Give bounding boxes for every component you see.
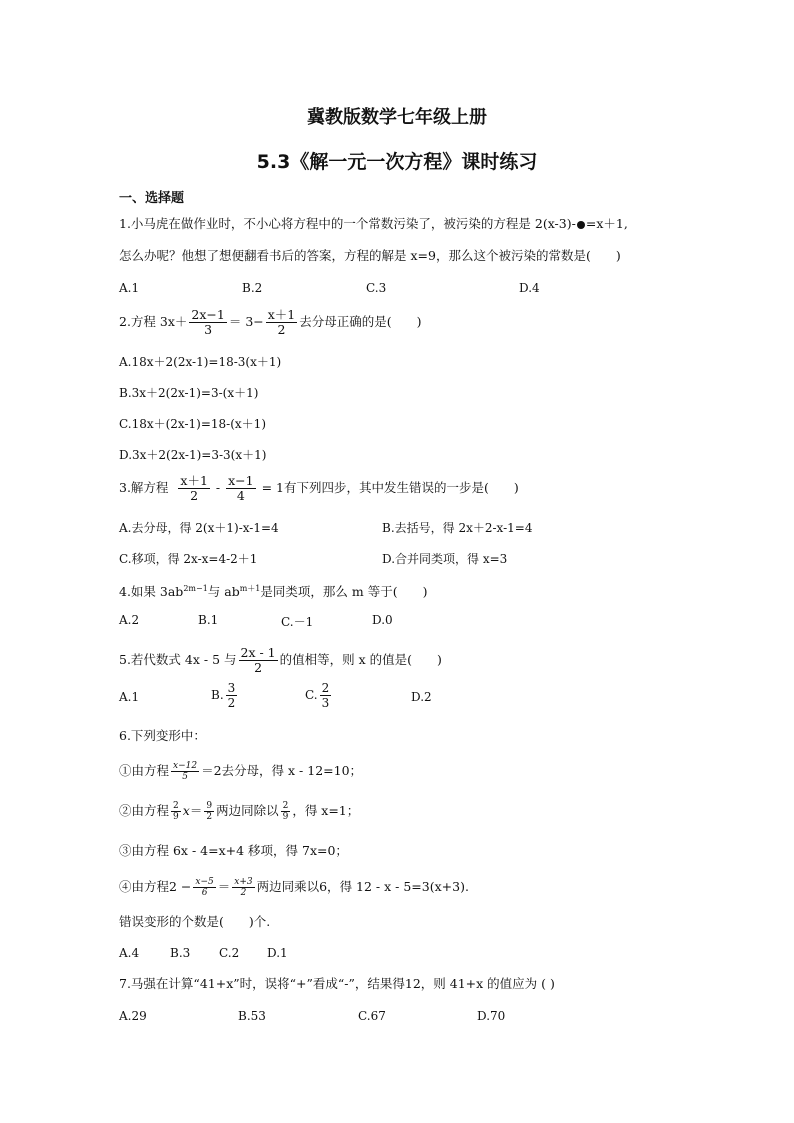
q5-stem [119, 646, 442, 675]
q2-frac2-num: x＋1 [267, 307, 296, 322]
q6-s2-b: 两边同除以 [216, 803, 279, 818]
q3-frac2-den: 4 [236, 488, 245, 503]
q1-text-a: 1.小马虎在做作业时，不小心将方程中的一个常数污染了，被污染的方程是 2(x-3)- [119, 216, 576, 231]
q3-frac2-num: x−1 [228, 473, 254, 488]
q1-option-c: C.3 [366, 281, 387, 295]
q2-fraction-1 [189, 308, 226, 337]
q6-s4-num2: x+3 [234, 877, 253, 887]
q6-s2-num2: 9 [206, 801, 213, 811]
q6-statement-1 [119, 761, 362, 782]
q3-option-d: D.合并同类项，得 x=3 [382, 552, 508, 566]
q7-option-a: A.29 [119, 1009, 147, 1023]
q5-frac-num: 2x - 1 [240, 645, 276, 660]
q6-option-c: C.2 [219, 946, 240, 960]
q2-fraction-2 [266, 308, 298, 337]
q3-fraction-1 [178, 474, 210, 503]
q1-line-2: 怎么办呢？他想了想便翻看书后的答案，方程的解是 x=9，那么这个被污染的常数是( ) [119, 248, 621, 263]
q2-option-a: A.18x＋2(2x-1)=18-3(x＋1) [119, 355, 282, 369]
q2-option-d: D.3x＋2(2x-1)=3-3(x＋1) [119, 448, 267, 462]
q5-option-c-den: 3 [321, 696, 330, 710]
q6-statement-4 [119, 877, 469, 898]
q2-option-b: B.3x＋2(2x-1)=3-(x＋1) [119, 386, 259, 400]
q5-option-b-fraction [226, 681, 238, 710]
q4-exponent-2: m＋1 [239, 584, 261, 593]
q6-s4-fraction-2 [232, 877, 254, 898]
q4-option-b: B.1 [198, 613, 219, 627]
q6-s4-b: 两边同乘以6，得 12 - x - 5=3(x+3). [256, 879, 469, 894]
q1-option-d: D.4 [519, 281, 540, 295]
q6-question: 错误变形的个数是( )个. [119, 914, 271, 929]
q3-option-a: A.去分母，得 2(x＋1)-x-1=4 [119, 521, 279, 535]
q1-line-1 [119, 216, 628, 232]
q6-s2-fraction-2 [204, 801, 214, 822]
q4-text-a: 4.如果 3ab [119, 584, 184, 600]
q6-s2-x: x [182, 803, 190, 818]
q6-s1-num: x−12 [173, 761, 198, 771]
q6-option-b: B.3 [170, 946, 191, 960]
q2-frac1-den: 3 [204, 322, 213, 337]
q5-option-b-den: 2 [227, 696, 236, 710]
q1-option-a: A.1 [119, 281, 140, 295]
q6-s2-num1: 2 [173, 801, 179, 811]
q7-stem: 7.马强在计算“41+x”时，误将“+”看成“-”，结果得12，则 41+x 的值应为 ( ) [119, 976, 555, 991]
q3-suffix: 有下列四步，其中发生错误的一步是( ) [283, 480, 519, 495]
q5-suffix: 的值相等，则 x 的值是( ) [279, 652, 442, 667]
q6-s2-den1: 9 [173, 812, 179, 822]
q3-option-b: B.去括号，得 2x＋2-x-1=4 [382, 521, 533, 535]
q4-option-d: D.0 [372, 613, 393, 627]
q2-frac1-num: 2x−1 [191, 307, 225, 322]
q3-eq: = 1 [261, 480, 284, 495]
q6-option-d: D.1 [267, 946, 288, 960]
q3-minus: - [215, 480, 221, 495]
q6-option-a: A.4 [119, 946, 140, 960]
q3-option-c: C.移项，得 2x-x=4-2＋1 [119, 552, 258, 566]
q4-text-c: 是同类项，那么 m 等于( ) [260, 584, 428, 600]
q5-option-b-num: 3 [227, 681, 236, 695]
q7-option-b: B.53 [238, 1009, 266, 1023]
q1-text-b: =x＋1, [585, 216, 628, 231]
page-title: 冀教版数学七年级上册 [307, 107, 487, 128]
q6-stem: 6.下列变形中： [119, 728, 206, 743]
q6-s2-fraction-1 [171, 801, 181, 822]
q6-s2-den2: 2 [206, 812, 213, 822]
q6-s2-eq: ＝ [189, 803, 203, 818]
q5-option-d: D.2 [411, 690, 432, 704]
q6-s1-b: ＝2去分母，得 x - 12=10； [201, 763, 363, 778]
q5-option-a: A.1 [119, 690, 140, 704]
q5-prefix: 5.若代数式 4x - 5 与 [119, 652, 237, 667]
q3-stem [119, 474, 519, 503]
ink-blot-icon [577, 221, 585, 229]
q6-s1-a: ①由方程 [119, 763, 170, 778]
q4-exponent-1: 2m−1 [183, 584, 208, 593]
q6-s1-fraction [171, 761, 199, 782]
q5-option-c-fraction [320, 681, 332, 710]
q4-stem [119, 581, 427, 600]
q5-option-c-num: 2 [321, 681, 330, 695]
q6-statement-3: ③由方程 6x - 4=x+4 移项，得 7x=0； [119, 843, 348, 858]
q5-option-c-label: C. [305, 688, 318, 702]
q5-option-b [211, 681, 239, 710]
q2-suffix: 去分母正确的是( ) [299, 314, 422, 329]
q6-s2-c: ，得 x=1； [292, 803, 360, 818]
q5-option-c [305, 681, 333, 710]
q2-middle: ＝ 3− [228, 314, 264, 329]
q4-text-b: 与 ab [207, 584, 240, 600]
q6-s2-num3: 2 [282, 801, 289, 811]
q6-s4-den2: 2 [240, 888, 247, 898]
q2-stem [119, 308, 422, 337]
q7-option-d: D.70 [477, 1009, 506, 1023]
q2-option-c: C.18x＋(2x-1)=18-(x＋1) [119, 417, 266, 431]
q3-frac1-den: 2 [190, 488, 199, 503]
q4-option-c: C.－1 [281, 615, 314, 629]
q6-s4-den1: 6 [201, 888, 208, 898]
section-heading: 一、选择题 [119, 191, 185, 206]
q1-option-b: B.2 [242, 281, 263, 295]
q6-s4-a: ④由方程2 − [119, 879, 192, 894]
q6-s4-num1: x−5 [195, 877, 214, 887]
q2-frac2-den: 2 [277, 322, 286, 337]
q6-s4-eq: ＝ [217, 879, 231, 894]
q5-frac-den: 2 [254, 660, 263, 675]
q3-frac1-num: x＋1 [180, 473, 208, 488]
page-subtitle: 5.3《解一元一次方程》课时练习 [256, 151, 538, 173]
q5-fraction [239, 646, 278, 675]
q7-option-c: C.67 [358, 1009, 386, 1023]
q6-statement-2 [119, 801, 359, 822]
q6-s4-fraction-1 [193, 877, 215, 898]
q2-prefix: 2.方程 3x＋ [119, 314, 188, 329]
q6-s2-fraction-3 [281, 801, 291, 822]
q6-s2-den3: 9 [282, 812, 289, 822]
q6-s1-den: 5 [182, 772, 188, 782]
q6-s2-a: ②由方程 [119, 803, 170, 818]
q5-option-b-label: B. [211, 688, 224, 702]
q3-prefix: 3.解方程 [119, 480, 169, 495]
q4-option-a: A.2 [119, 613, 140, 627]
q3-fraction-2 [226, 474, 255, 503]
